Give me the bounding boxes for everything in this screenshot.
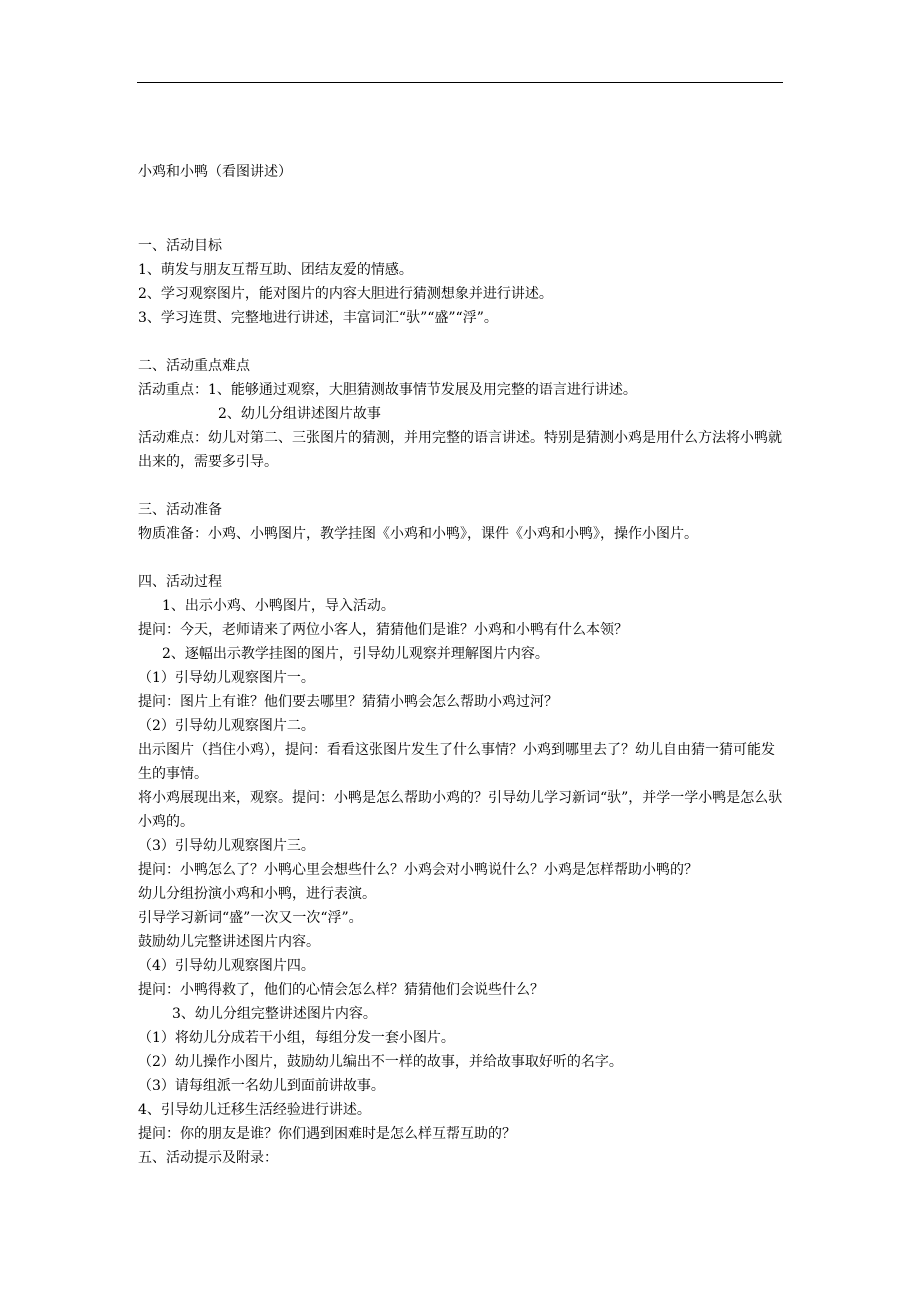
process-line: （3）请每组派一名幼儿到面前讲故事。 (138, 1078, 385, 1094)
process-line: 引导学习新词“盛”一次又一次“浮”。 (138, 910, 363, 926)
header-rule (137, 82, 783, 83)
process-line: 提问：你的朋友是谁？你们遇到困难时是怎么样互帮互助的？ (138, 1126, 516, 1142)
document-title: 小鸡和小鸭（看图讲述） (138, 164, 292, 180)
goal-item: 2、学习观察图片，能对图片的内容大胆进行猜测想象并进行讲述。 (138, 286, 553, 302)
section-heading-goals: 一、活动目标 (138, 238, 222, 254)
section-heading-notes: 五、活动提示及附录： (138, 1150, 278, 1166)
goal-item: 3、学习连贯、完整地进行讲述，丰富词汇“驮”“盛”“浮”。 (138, 310, 498, 326)
process-line: （1）将幼儿分成若干小组，每组分发一套小图片。 (138, 1030, 455, 1046)
process-line: 提问：小鸭得救了，他们的心情会怎么样？猜猜他们会说些什么？ (138, 982, 544, 998)
process-line: 提问：小鸭怎么了？小鸭心里会想些什么？小鸡会对小鸭说什么？小鸡是怎样帮助小鸭的？ (138, 862, 698, 878)
process-line: 鼓励幼儿完整讲述图片内容。 (138, 934, 320, 950)
section-heading-process: 四、活动过程 (138, 574, 222, 590)
goal-item: 1、萌发与朋友互帮互助、团结友爱的情感。 (138, 262, 413, 278)
process-line: 3、幼儿分组完整讲述图片内容。 (172, 1006, 377, 1022)
process-line: （2）引导幼儿观察图片二。 (138, 718, 315, 734)
process-line: 将小鸡展现出来，观察。提问：小鸭是怎么帮助小鸡的？引导幼儿学习新词“驮”，并学一学小鸭是怎么驮小鸡的。 (138, 790, 783, 830)
key-point-2: 2、幼儿分组讲述图片故事 (218, 406, 381, 422)
materials-paragraph: 物质准备：小鸡、小鸭图片，教学挂图《小鸡和小鸭》，课件《小鸡和小鸭》，操作小图片。 (138, 526, 698, 542)
key-point-1: 活动重点：1、能够通过观察，大胆猜测故事情节发展及用完整的语言进行讲述。 (138, 382, 637, 398)
process-line: （2）幼儿操作小图片，鼓励幼儿编出不一样的故事，并给故事取好听的名字。 (138, 1054, 623, 1070)
process-line: 出示图片（挡住小鸡），提问：看看这张图片发生了什么事情？小鸡到哪里去了？幼儿自由猜一猜可能发生的事情。 (138, 742, 775, 782)
process-line: （3）引导幼儿观察图片三。 (138, 838, 315, 854)
process-line: 2、逐幅出示教学挂图的图片，引导幼儿观察并理解图片内容。 (162, 646, 549, 662)
process-line: （4）引导幼儿观察图片四。 (138, 958, 315, 974)
section-heading-preparation: 三、活动准备 (138, 502, 222, 518)
process-line: 4、引导幼儿迁移生活经验进行讲述。 (138, 1102, 371, 1118)
process-line: 提问：今天，老师请来了两位小客人，猜猜他们是谁？小鸡和小鸭有什么本领？ (138, 622, 628, 638)
process-line: 提问：图片上有谁？他们要去哪里？猜猜小鸭会怎么帮助小鸡过河？ (138, 694, 558, 710)
section-heading-key-points: 二、活动重点难点 (138, 358, 250, 374)
difficulty-paragraph: 活动难点：幼儿对第二、三张图片的猜测，并用完整的语言讲述。特别是猜测小鸡是用什么方法将小鸭就出来的，需要多引导。 (138, 430, 782, 470)
process-line: 1、出示小鸡、小鸭图片，导入活动。 (162, 598, 395, 614)
process-line: （1）引导幼儿观察图片一。 (138, 670, 315, 686)
process-line: 幼儿分组扮演小鸡和小鸭，进行表演。 (138, 886, 376, 902)
